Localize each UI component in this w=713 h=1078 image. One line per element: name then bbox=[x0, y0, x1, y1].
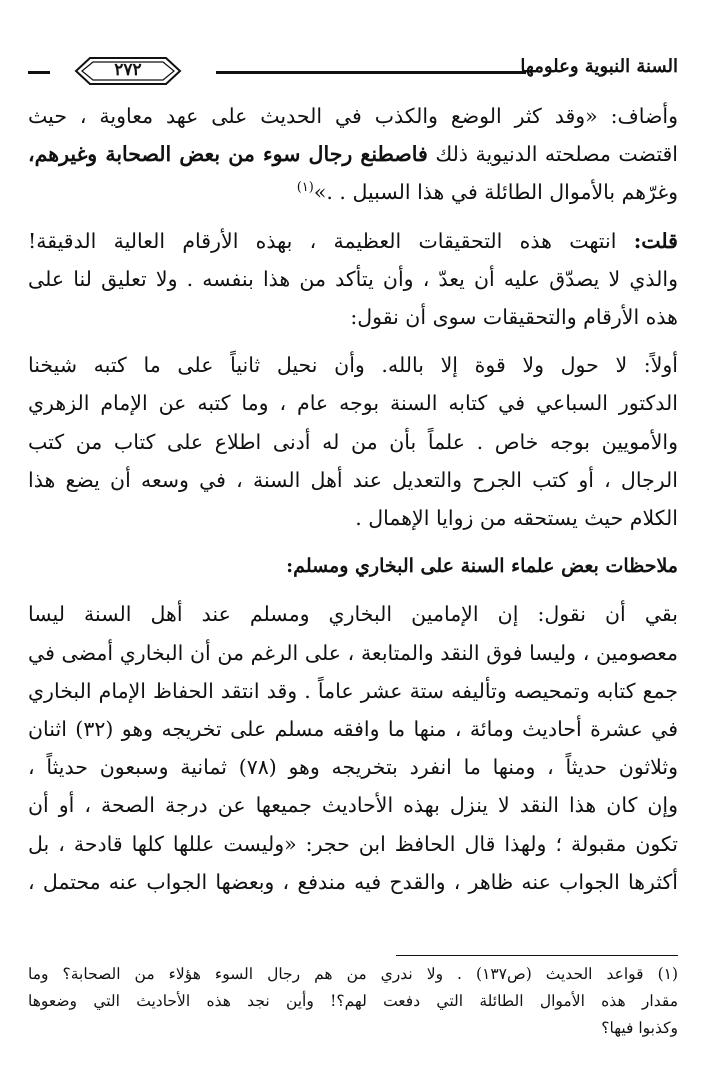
text-line: وثلاثون حديثاً ، ومنها ما انفرد بتخريجه وهو (٧٨) ثمانية وسبعون حديثاً ، bbox=[28, 755, 678, 780]
paragraph-first bbox=[28, 346, 678, 537]
footnote-separator bbox=[396, 955, 678, 956]
footnote-line: مقدار هذه الأموال الطائلة التي دفعت لهم؟! وأين نجد هذه الأحاديث التي وضعوها bbox=[28, 992, 678, 1010]
page-header bbox=[28, 50, 678, 94]
page-number-badge bbox=[72, 54, 184, 88]
text-line: الكلام حيث يستحقه من زوايا الإهمال . bbox=[355, 506, 678, 531]
paragraph-lead: قلت: bbox=[633, 228, 678, 253]
text-plain: اقتضت مصلحته الدنيوية ذلك bbox=[435, 142, 678, 167]
text-line: تكون مقبولة ؛ ولهذا قال الحافظ ابن حجر: «وليست عللها كلها قادحة ، بل bbox=[28, 831, 678, 856]
paragraph-quote bbox=[28, 97, 678, 212]
text-line: أولاً: لا حول ولا قوة إلا بالله. وأن نحيل ثانياً على ما كتبه شيخنا bbox=[28, 353, 678, 378]
text-line bbox=[28, 135, 678, 173]
header-rule-right bbox=[216, 71, 526, 74]
section-heading: ملاحظات بعض علماء السنة على البخاري ومسلم: bbox=[286, 555, 678, 578]
text-line: هذه الأرقام والتحقيقات سوى أن نقول: bbox=[350, 305, 678, 330]
paragraph-gap bbox=[28, 212, 678, 222]
page-number: ٢٧٢ bbox=[114, 60, 142, 80]
paragraph-gap bbox=[28, 585, 678, 595]
text-line: وإن كان هذا النقد لا ينزل بهذه الأحاديث جميعها عن درجة الصحة ، أو أن bbox=[28, 793, 678, 818]
footnote-line: (١) قواعد الحديث (ص١٣٧) . ولا ندري من هم رجال السوء هؤلاء من الصحابة؟ وما bbox=[28, 965, 678, 983]
paragraph-gap bbox=[28, 537, 678, 547]
text-line: والأمويين بوجه خاص . علماً بأن من له أدنى اطلاع على كتاب من كتب bbox=[28, 429, 678, 454]
text-line: معصومين ، وليسا فوق النقد والمتابعة ، على الرغم من أن البخاري أمضى في bbox=[28, 640, 678, 665]
footnote-line: وكذبوا فيها؟ bbox=[601, 1019, 678, 1037]
footnote-marker: (١) bbox=[296, 180, 314, 196]
text-plain: انتهت هذه التحقيقات العظيمة ، بهذه الأرقام العالية الدقيقة! bbox=[28, 228, 617, 253]
text-emphasis: فاصطنع رجال سوء من بعض الصحابة وغيرهم، bbox=[28, 142, 428, 167]
running-title: السنة النبوية وعلومها bbox=[520, 56, 678, 77]
text-line: بقي أن نقول: إن الإمامين البخاري ومسلم عند أهل السنة ليسا bbox=[28, 602, 678, 627]
text-line: الرجال ، أو كتب الجرح والتعديل عند أهل السنة ، في وسعه أن يضع هذا bbox=[28, 467, 678, 492]
text-line: وأضاف: «وقد كثر الوضع والكذب في الحديث على عهد معاوية ، حيث bbox=[28, 104, 678, 128]
text-line: جمع كتابه وتمحيصه وتأليفه ستة عشر عاماً . وقد انتقد الحفاظ الإمام البخاري bbox=[28, 678, 678, 703]
text-line: في عشرة أحاديث ومائة ، منها ما وافقه مسلم على تخريجه وهو (٣٢) اثنان bbox=[28, 717, 678, 742]
header-rule-left bbox=[28, 71, 50, 74]
text-line bbox=[28, 173, 678, 211]
text-line bbox=[28, 222, 678, 260]
footnote bbox=[28, 961, 678, 1042]
text-line: والذي لا يصدّق عليه أن يعدّ ، وأن يتأكد من هذا بنفسه . ولا تعليق لنا على bbox=[28, 266, 678, 291]
paragraph-gap bbox=[28, 336, 678, 346]
paragraph-critique bbox=[28, 595, 678, 901]
text-line: أكثرها الجواب عنه ظاهر ، والقدح فيه مندفع ، وبعضها الجواب عنه محتمل ، bbox=[28, 869, 678, 894]
text-plain: وغرّهم بالأموال الطائلة في هذا السبيل . .» bbox=[313, 180, 678, 205]
text-line: الدكتور السباعي في كتابه السنة بوجه عام ، وما كتبه عن الإمام الزهري bbox=[28, 391, 678, 416]
paragraph-comment bbox=[28, 222, 678, 337]
main-text bbox=[28, 97, 678, 901]
